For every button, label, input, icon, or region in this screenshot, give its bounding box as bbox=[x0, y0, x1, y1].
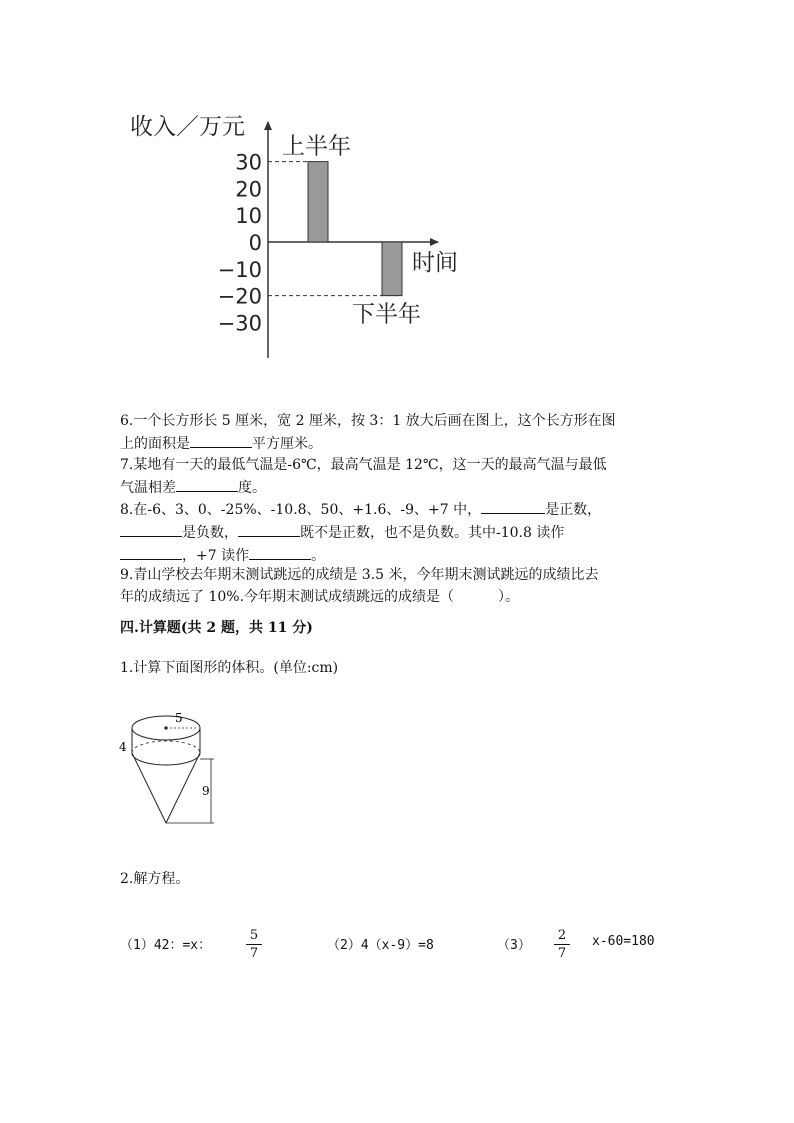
section-4-title: 四.计算题(共 2 题，共 11 分) bbox=[120, 620, 313, 636]
question-6 bbox=[120, 410, 680, 455]
question-8-text-e: ，+7 读作 bbox=[182, 548, 250, 564]
question-6-line1: 6.一个长方形长 5 厘米，宽 2 厘米，按 3：1 放大后画在图上，这个长方形在图 bbox=[120, 413, 616, 429]
section-4-q2: 2.解方程。 bbox=[120, 871, 190, 887]
question-8-line1 bbox=[120, 498, 680, 521]
cylinder-height-label: 4 bbox=[119, 740, 127, 754]
question-7-line1: 7.某地有一天的最低气温是-6℃，最高气温是 12℃，这一天的最高气温与最低 bbox=[120, 457, 607, 473]
y-tick-label: 30 bbox=[235, 150, 262, 175]
y-tick-label: 20 bbox=[235, 177, 262, 202]
chart-ylabel: 收入／万元 bbox=[130, 114, 245, 140]
question-6-line2 bbox=[120, 432, 680, 455]
fraction-bar bbox=[246, 944, 262, 945]
question-6-text-c: 平方厘米。 bbox=[252, 436, 322, 452]
question-6-text-b: 上的面积是 bbox=[120, 436, 190, 452]
question-9-line2 bbox=[120, 586, 680, 608]
income-chart-svg bbox=[120, 100, 480, 375]
chart-xlabel: 时间 bbox=[412, 250, 458, 276]
answer-blank-q8-positive[interactable] bbox=[481, 498, 545, 514]
equation-3-denominator: 7 bbox=[557, 946, 567, 961]
cylinder-cone-figure bbox=[114, 705, 224, 831]
question-8-line2 bbox=[120, 521, 680, 544]
category-label: 下半年 bbox=[352, 301, 421, 328]
question-9-text-c: ）。 bbox=[498, 589, 520, 605]
equation-1-numerator: 5 bbox=[249, 928, 259, 943]
equation-3-fraction bbox=[552, 928, 572, 961]
bar-second-half bbox=[382, 242, 402, 296]
answer-blank-q8-negative[interactable] bbox=[120, 521, 182, 537]
income-chart bbox=[120, 100, 480, 375]
question-8-text-a: 8.在-6、3、0、-25%、-10.8、50、+1.6、-9、+7 中， bbox=[120, 502, 482, 518]
question-8-text-d: 既不是正数，也不是负数。其中-10.8 读作 bbox=[300, 525, 565, 541]
question-9-text-b: 年的成绩远了 10%.今年期末测试成绩跳远的成绩是（ bbox=[120, 589, 455, 605]
category-label: 上半年 bbox=[282, 133, 351, 160]
answer-blank-q8-read1[interactable] bbox=[120, 544, 182, 560]
equation-1-denominator: 7 bbox=[249, 946, 259, 961]
question-7-line2 bbox=[120, 476, 680, 499]
y-tick-label: −20 bbox=[217, 284, 262, 309]
answer-blank-q8-zero[interactable] bbox=[238, 521, 300, 537]
radius-label: 5 bbox=[175, 711, 183, 725]
equation-1-fraction bbox=[244, 928, 264, 961]
cylinder-cone-svg bbox=[114, 705, 224, 831]
question-9 bbox=[120, 564, 680, 608]
question-8-text-c: 是负数， bbox=[182, 525, 238, 541]
question-8 bbox=[120, 498, 680, 567]
question-7-text-c: 度。 bbox=[238, 480, 266, 496]
fraction-bar bbox=[554, 944, 570, 945]
y-tick-label: −30 bbox=[217, 311, 262, 336]
question-9-line1: 9.青山学校去年期末测试跳远的成绩是 3.5 米，今年期末测试跳远的成绩比去 bbox=[120, 567, 599, 583]
question-7-text-b: 气温相差 bbox=[120, 480, 176, 496]
question-8-text-b: 是正数， bbox=[545, 502, 602, 518]
equation-3-prefix: （3） bbox=[497, 938, 531, 953]
equation-3-numerator: 2 bbox=[557, 928, 567, 943]
y-tick-label: 0 bbox=[248, 231, 262, 255]
answer-blank-q8-read2[interactable] bbox=[249, 544, 311, 560]
equation-3-suffix: x-60=180 bbox=[592, 934, 655, 949]
y-tick-label: 10 bbox=[235, 204, 262, 229]
bar-first-half bbox=[308, 162, 328, 242]
equation-1-prefix: （1）42：=x： bbox=[120, 938, 212, 953]
question-8-text-f: 。 bbox=[311, 548, 326, 564]
equation-2: （2）4（x-9）=8 bbox=[327, 938, 434, 953]
answer-blank-q6[interactable] bbox=[190, 432, 252, 448]
y-tick-label: −10 bbox=[217, 257, 262, 282]
answer-blank-q7[interactable] bbox=[176, 476, 238, 492]
section-4-q1: 1.计算下面图形的体积。(单位:cm) bbox=[120, 660, 339, 676]
question-7 bbox=[120, 454, 680, 499]
cone-height-label: 9 bbox=[202, 784, 210, 798]
